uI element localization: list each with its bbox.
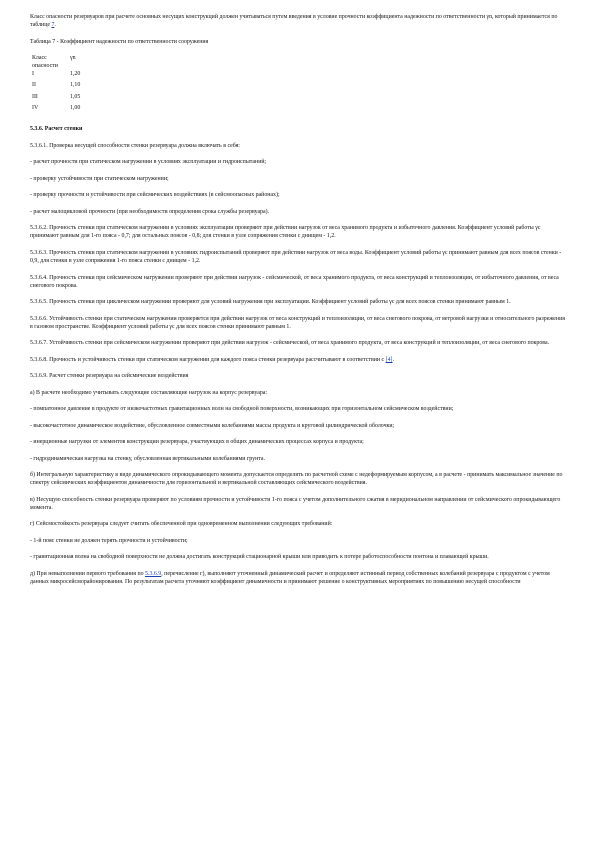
table-row [32,93,120,105]
reference-4-link[interactable]: [4] [385,356,393,363]
table-row [32,104,120,116]
table-header-cell: Класс опасности [32,54,58,69]
table-7-link[interactable]: 7 [51,22,55,29]
intro-paragraph: Класс опасности резервуаров при расчете основных несущих конструкций должен учитываться путем введения в условие прочности коэффициента надежности по ответственности γn, который принимается по таблице 7. [30,14,558,29]
table-cell: 1,00 [70,105,81,112]
table-cell: II [32,82,36,89]
section-heading: 5.3.6. Расчет стенки [30,125,83,132]
table-header-cell: γn [70,54,76,61]
paragraph-g: г) Сейсмостойкость резервуара следует считать обеспеченной при одновременном выполнении следующих требований: [30,521,333,528]
table-row [32,81,120,93]
paragraph-5369: 5.3.6.9. Расчет стенки резервуара на сейсмические воздействия [30,373,189,380]
list-item: - 1-й пояс стенки не должен терять прочности и устойчивости; [30,537,188,544]
list-item: - расчет прочности при статическом нагружении в условиях эксплуатации и гидроиспытаний; [30,159,267,166]
paragraph-5366: 5.3.6.6. Устойчивость стенки при статическом нагружении проверяется при действии нагрузок от веса конструкций и теплоизоляции, от веса снегового покрова, от ветровой нагрузки и относительного разрежения в газовом пространстве. Коэффициент условий работы γc для всех поясов стенки принимают равным 1. [30,315,565,330]
paragraph-5367: 5.3.6.7. Устойчивость стенки при сейсмическом нагружении проверяют при действии нагрузок - сейсмической, от веса хранимого продукта, от веса конструкций и теплоизоляции, от веса снегового покрова. [30,340,550,347]
list-item: - гравитационная волна на свободной поверхности не должна достигать конструкций стационарной крыши или приводить к потере работоспособности понтона и плавающей крыши. [30,554,489,561]
clause-5369-link[interactable]: 5.3.6.9 [145,570,162,577]
paragraph-a: а) В расчете необходимо учитывать следующие составляющие нагрузок на корпус резервуара: [30,389,268,396]
paragraph-5362: 5.3.6.2. Прочность стенки при статическом нагружении в условиях эксплуатации проверяют при действии нагрузок от веса хранимого продукта и избыточного давления. Коэффициент условий работы γc принимают равным для 1-го пояса - 0,7; для остальных поясов - 0,8; для стенки в узле сопряжения стенки с днищем - 1,2. [30,225,541,240]
table-header-row [32,54,120,70]
table-cell: I [32,70,34,77]
paragraph-5361: 5.3.6.1. Проверка несущей способности стенки резервуара должна включать в себя: [30,142,240,149]
paragraph-5363: 5.3.6.3. Прочность стенки при статическом нагружении в условиях гидроиспытаний проверяют при действии нагрузок от веса воды. Коэффициент условий работы γc принимают равным для всех поясов стенки - 0,9, для стенки в узле сопряжения 1-го пояса стенки с днищем - 1,2. [30,249,562,265]
list-item: - проверку прочности и устойчивости при сейсмических воздействиях (в сейсмоопасных районах); [30,192,280,199]
table-cell: 1,05 [70,93,81,100]
paragraph-d: д) При невыполнении первого требования по 5.3.6.9, перечисление г), выполняют уточненный динамический расчет и определяют истинный период собственных колебаний резервуара с продуктом с учетом данных микросейсморайонирования. По результатам расчета уточняют коэффициент динамичности и принимают решение о конструктивных мероприятиях по повышению несущей способности [30,570,550,585]
list-item: - высокочастотное динамическое воздействие, обусловленное совместными колебаниями массы продукта и круговой цилиндрической оболочки; [30,422,395,429]
paragraph-5364: 5.3.6.4. Прочность стенки при сейсмическом нагружении проверяют при действии нагрузок - сейсмической, от веса хранимого продукта, от веса конструкций и теплоизоляции, от избыточного давления, от веса снегового покрова. [30,274,559,289]
list-item: - расчет малоцикловой прочности (при необходимости определения срока службы резервуара). [30,208,270,215]
paragraph-b: б) Интегральную характеристику в виде динамического опрокидывающего момента допускается определять по расчетной схеме с недеформируемым корпусом, а в расчете - принимать максимальное значение по спектру сейсмических коэффициентов динамичности для горизонтальной и вертикальной составляющих сейсмического воздействия. [30,472,563,487]
document-page [30,13,566,594]
list-item: - гидродинамическая нагрузка на стенку, обусловленная вертикальными колебаниями грунта. [30,455,265,462]
list-item: - помпатонное давление в продукте от низкочастотных гравитационных волн на свободной поверхности, возникающих при горизонтальном сейсмическом воздействии; [30,406,454,413]
list-item: - инерционные нагрузки от элементов конструкции резервуара, участвующих в общих динамических процессах корпуса и продукта; [30,439,364,446]
table-caption: Таблица 7 - Коэффициент надежности по ответственности сооружения [30,38,209,45]
table-row [32,70,120,82]
table-cell: III [32,93,38,100]
paragraph-5365: 5.3.6.5. Прочность стенки при циклическом нагружении проверяют для условий нагружения при эксплуатации. Коэффициент условий работы γc для всех поясов стенки принимают равным 1. [30,299,511,306]
paragraph-v: в) Несущую способность стенки резервуара проверяют по условиям прочности и устойчивости 1-го пояса с учетом дополнительного сжатия в меридиональном направлении от сейсмического опрокидывающего момента. [30,496,561,511]
list-item: - проверку устойчивости при статическом нагружении; [30,175,169,182]
paragraph-5368: 5.3.6.8. Прочность и устойчивость стенки при статическом нагружении для каждого пояса стенки резервуара рассчитывают в соответствии с [4]. [30,356,394,363]
table-cell: 1,10 [70,82,81,89]
table-cell: 1,20 [70,70,81,77]
table-cell: IV [32,105,39,112]
coefficient-table [32,54,120,116]
